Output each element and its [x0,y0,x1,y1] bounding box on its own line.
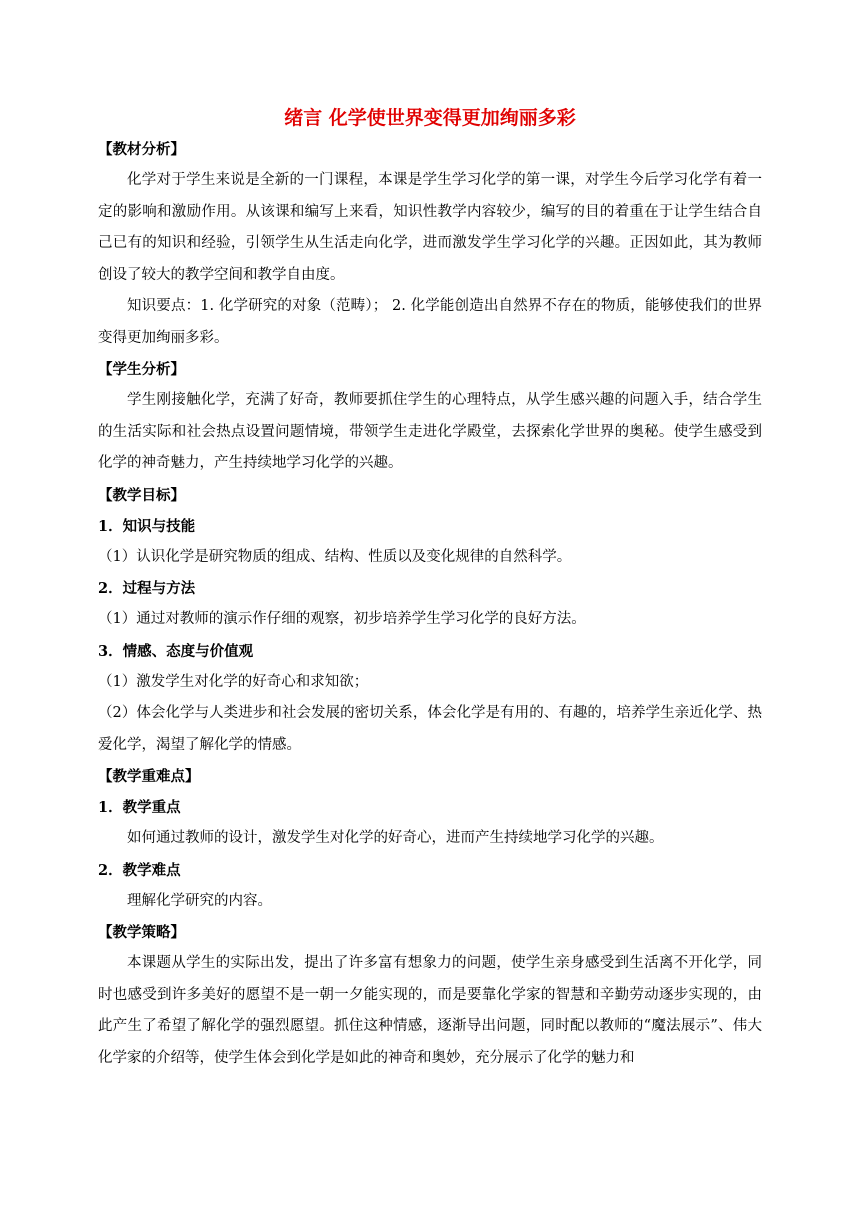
paragraph: 本课题从学生的实际出发，提出了许多富有想象力的问题，使学生亲身感受到生活离不开化学，同时也感受到许多美好的愿望不是一朝一夕能实现的，而是要靠化学家的智慧和辛勤劳动逐步实现的，由此产生了希望了解化学的强烈愿望。抓住这种情感，逐渐导出问题，同时配以教师的“魔法展示”、伟大化学家的介绍等，使学生体会到化学是如此的神奇和奥妙，充分展示了化学的魅力和 [98,955,762,1066]
section-heading-textbook-analysis: 【教材分析】 [98,141,185,158]
section-heading-strategy: 【教学策略】 [98,924,185,941]
section-teaching-goals [98,480,762,762]
section-heading-key-points: 【教学重难点】 [98,768,200,785]
subheading-key-point: 1．教学重点 [98,799,181,816]
section-textbook-analysis [98,134,762,354]
paragraph-knowledge-points: 知识要点：1. 化学研究的对象（范畴）； 2. 化学能创造出自然界不存在的物质，能够使我们的世界变得更加绚丽多彩。 [98,298,762,346]
subheading-difficult-point: 2．教学难点 [98,861,181,879]
list-item: （2）体会化学与人类进步和社会发展的密切关系，体会化学是有用的、有趣的，培养学生亲近化学、热爱化学，渴望了解化学的情感。 [98,705,762,753]
paragraph: 学生刚接触化学，充满了好奇，教师要抓住学生的心理特点，从学生感兴趣的问题入手，结合学生的生活实际和社会热点设置问题情境，带领学生走进化学殿堂，去探索化学世界的奥秘。使学生感受到化学的神奇魅力，产生持续地学习化学的兴趣。 [98,392,762,471]
subheading-process-method: 2．过程与方法 [98,580,196,597]
paragraph: 化学对于学生来说是全新的一门课程，本课是学生学习化学的第一课，对学生今后学习化学有着一定的影响和激励作用。从该课和编写上来看，知识性教学内容较少，编写的目的着重在于让学生结合自己已有的知识和经验，引领学生从生活走向化学，进而激发学生学习化学的兴趣。正因如此，其为教师创设了较大的教学空间和教学自由度。 [98,172,762,283]
paragraph: 如何通过教师的设计，激发学生对化学的好奇心，进而产生持续地学习化学的兴趣。 [127,830,664,846]
subheading-emotion-values: 3．情感、态度与价值观 [98,642,254,660]
section-key-points [98,761,762,917]
document-page [98,104,762,1074]
list-item: （1）认识化学是研究物质的组成、结构、性质以及变化规律的自然科学。 [98,548,572,565]
section-student-analysis [98,354,762,480]
section-heading-student-analysis: 【学生分析】 [98,361,185,378]
page-title: 绪言 化学使世界变得更加绚丽多彩 [284,107,576,129]
list-item: （1）激发学生对化学的好奇心和求知欲； [98,673,369,690]
paragraph: 理解化学研究的内容。 [127,892,272,909]
subheading-knowledge-skills: 1．知识与技能 [98,517,196,535]
section-heading-teaching-goals: 【教学目标】 [98,486,185,504]
list-item: （1）通过对教师的演示作仔细的观察，初步培养学生学习化学的良好方法。 [98,611,586,627]
section-strategy [98,917,762,1074]
